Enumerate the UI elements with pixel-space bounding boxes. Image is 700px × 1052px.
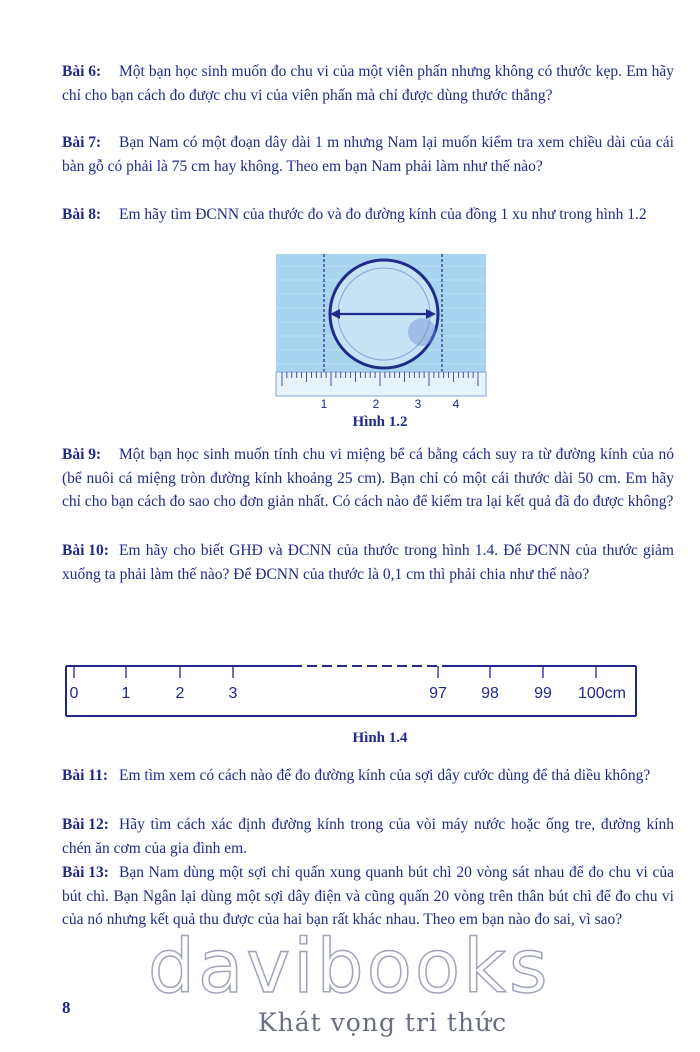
figure-1-2-caption: Hình 1.2	[352, 414, 408, 430]
ruler-label: 1	[121, 685, 131, 702]
exercise-10	[62, 539, 674, 586]
exercise-label: Bài 10:	[62, 542, 109, 559]
exercise-label: Bài 6:	[62, 63, 102, 80]
ruler-label: 4	[452, 397, 460, 411]
ruler-label: 1	[320, 397, 328, 411]
exercise-label: Bài 11:	[62, 767, 109, 784]
ruler-label: 100cm	[577, 685, 627, 702]
exercise-text: Một bạn học sinh muốn đo chu vi của một viên phấn nhưng không có thước kẹp. Em hãy chỉ cho bạn cách đo được chu vi của viên phấn mà chỉ được dùng thước thẳng?	[62, 63, 674, 104]
exercise-text: Em hãy cho biết GHĐ và ĐCNN của thước trong hình 1.4. Để ĐCNN của thước giảm xuống ta phải làm thế nào? Để ĐCNN của thước là 0,1 cm thì phải chia như thế nào?	[62, 542, 674, 583]
exercise-12	[62, 813, 674, 860]
coin-ruler-figure	[272, 254, 488, 414]
exercise-text: Em tìm xem có cách nào để đo đường kính của sợi dây cước dùng để thả diều không?	[119, 767, 651, 784]
watermark-brand: davibooks	[148, 924, 551, 1010]
exercise-text: Bạn Nam có một đoạn dây dài 1 m nhưng Nam lại muốn kiểm tra xem chiều dài của cái bàn gỗ có phải là 75 cm hay không. Theo em bạn Nam phải làm như thế nào?	[62, 134, 674, 175]
exercise-label: Bài 8:	[62, 206, 102, 223]
ruler-figure	[62, 660, 640, 720]
ruler-label: 3	[228, 685, 238, 702]
exercise-11	[62, 764, 674, 788]
figure-1-4-caption: Hình 1.4	[352, 730, 408, 746]
exercise-text: Bạn Nam dùng một sợi chỉ quấn xung quanh bút chì 20 vòng sát nhau để đo chu vi của bút chì. Bạn Ngân lại dùng một sợi dây điện và cũng quấn 20 vòng trên thân bút chì để đo chu vi của nó nhưng kết quả thu được của hai bạn rất khác nhau. Theo em bạn nào đo sai, vì sao?	[62, 864, 674, 928]
ruler	[276, 372, 486, 396]
page-number: 8	[62, 998, 71, 1017]
ruler-label: 3	[414, 397, 422, 411]
exercise-label: Bài 13:	[62, 864, 109, 881]
exercise-text: Em hãy tìm ĐCNN của thước đo và đo đường kính của đồng 1 xu như trong hình 1.2	[119, 206, 647, 223]
exercise-label: Bài 9:	[62, 446, 102, 463]
watermark-tagline: Khát vọng tri thức	[258, 1008, 508, 1037]
exercise-8	[62, 203, 674, 227]
ruler-label: 0	[69, 685, 79, 702]
exercise-text: Hãy tìm cách xác định đường kính trong của vòi máy nước hoặc ống tre, đường kính chén ăn cơm của gia đình em.	[62, 816, 674, 857]
exercise-text: Một bạn học sinh muốn tính chu vi miệng bể cá bằng cách suy ra từ đường kính của nó (bể nuôi cá miệng tròn đường kính khoảng 25 cm). Bạn chỉ có một cái thước dài 50 cm. Em hãy chỉ cho bạn cách đo sao cho đơn giản nhất. Có cách nào để kiểm tra lại kết quả đã đo được không?	[62, 446, 674, 510]
ruler-label: 99	[534, 685, 552, 702]
exercise-9	[62, 443, 674, 514]
exercise-7	[62, 131, 674, 178]
ruler-label: 98	[481, 685, 499, 702]
exercise-label: Bài 7:	[62, 134, 102, 151]
ruler-label: 97	[429, 685, 447, 702]
ruler-label: 2	[175, 685, 185, 702]
exercise-6	[62, 60, 674, 107]
exercise-label: Bài 12:	[62, 816, 109, 833]
exercise-13	[62, 861, 674, 932]
ruler-label: 2	[372, 397, 380, 411]
